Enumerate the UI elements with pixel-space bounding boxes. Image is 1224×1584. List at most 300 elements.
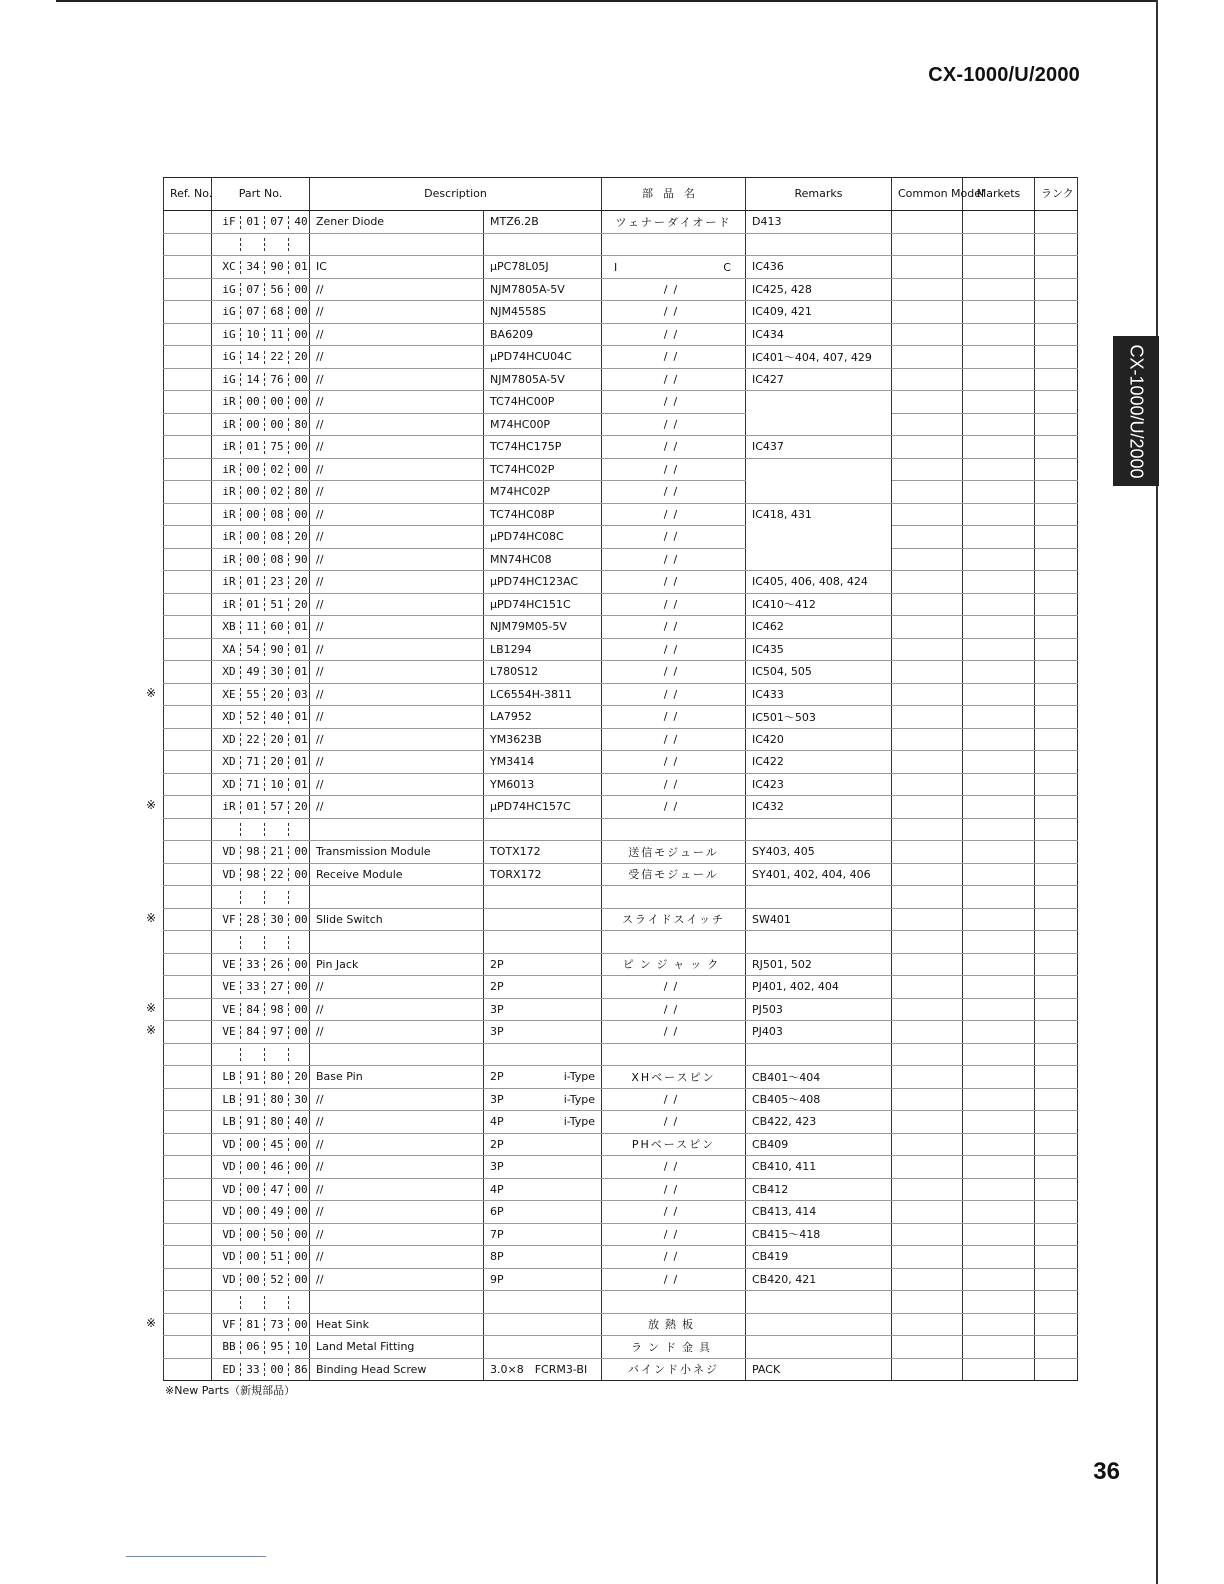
new-part-mark: ※ <box>146 798 157 812</box>
spec-value: 3P <box>490 1160 504 1174</box>
common-model-cell <box>892 278 963 301</box>
part-no-segment: 26 <box>270 957 284 971</box>
table-row <box>164 503 1078 526</box>
part-no-segment: 80 <box>270 1115 284 1128</box>
col-common-model: Common Model <box>892 178 963 211</box>
remarks-cell: CB413, 414 <box>746 1201 892 1224</box>
markets-cell <box>963 368 1035 391</box>
part-no-segment <box>242 1295 264 1308</box>
rank-cell <box>1035 1336 1078 1359</box>
model-title: CX-1000/U/2000 <box>928 64 1080 86</box>
markets-cell <box>963 728 1035 751</box>
part-no-segment: XD <box>222 755 236 768</box>
part-no-segment: 00 <box>246 417 260 431</box>
markets-cell <box>963 301 1035 324</box>
table-row <box>164 1111 1078 1134</box>
description-cell: // <box>310 1111 484 1134</box>
table-row <box>164 1156 1078 1179</box>
part-no-segment: 00 <box>294 1205 308 1218</box>
spec-cell <box>484 796 602 819</box>
part-no-segment: 68 <box>270 305 284 318</box>
part-no-segment: XD <box>222 777 236 791</box>
spec-value: NJM7805A-5V <box>490 372 565 386</box>
ref-no-cell <box>164 1246 212 1269</box>
part-no-segment: 00 <box>246 507 260 521</box>
ref-no-cell <box>164 278 212 301</box>
markets-cell <box>963 458 1035 481</box>
remarks-cell <box>746 526 892 549</box>
spec-value: LA7952 <box>490 710 532 724</box>
part-no-segment: 20 <box>294 800 308 813</box>
common-model-cell <box>892 976 963 999</box>
common-model-cell <box>892 931 963 954</box>
part-no-cell <box>212 1291 310 1314</box>
part-no-segment: ED <box>222 1362 236 1376</box>
japanese-name-cell <box>602 1291 746 1314</box>
part-no-segment: 55 <box>246 687 260 701</box>
part-no-cell <box>212 638 310 661</box>
common-model-cell <box>892 796 963 819</box>
part-no-segment: 98 <box>246 867 260 881</box>
part-no-segment: 46 <box>270 1160 284 1173</box>
part-no-segment: 57 <box>270 800 284 813</box>
description-cell: // <box>310 301 484 324</box>
spec-cell <box>484 436 602 459</box>
part-no-segment: 95 <box>270 1340 284 1353</box>
spec-value: 3P <box>490 1092 504 1106</box>
spec-cell <box>484 211 602 234</box>
japanese-name-cell: // <box>602 301 746 324</box>
part-no-segment: 00 <box>294 980 308 993</box>
table-row <box>164 886 1078 909</box>
part-no-cell <box>212 278 310 301</box>
part-no-cell <box>212 998 310 1021</box>
rank-cell <box>1035 503 1078 526</box>
rank-cell <box>1035 391 1078 414</box>
part-no-segment <box>290 1295 312 1308</box>
description-cell: // <box>310 548 484 571</box>
common-model-cell <box>892 1043 963 1066</box>
rank-cell <box>1035 908 1078 931</box>
part-no-segment: 91 <box>246 1070 260 1083</box>
ref-no-cell <box>164 1043 212 1066</box>
table-row <box>164 863 1078 886</box>
markets-cell <box>963 1178 1035 1201</box>
remarks-cell: PJ403 <box>746 1021 892 1044</box>
part-no-segment: 00 <box>246 1137 260 1151</box>
common-model-cell <box>892 211 963 234</box>
spec-value: μPD74HC123AC <box>490 575 579 589</box>
common-model-cell <box>892 638 963 661</box>
ref-no-cell <box>164 481 212 504</box>
spec-value: YM3623B <box>490 732 542 746</box>
japanese-name-cell: // <box>602 458 746 481</box>
common-model-cell <box>892 706 963 729</box>
part-no-segment <box>218 823 240 836</box>
spec-value: LC6554H-3811 <box>490 687 573 701</box>
part-no-cell <box>212 1268 310 1291</box>
part-no-segment <box>290 823 312 836</box>
spec-cell <box>484 1043 602 1066</box>
part-no-segment: iR <box>222 485 236 498</box>
part-no-segment: 56 <box>270 282 284 296</box>
rank-cell <box>1035 1156 1078 1179</box>
table-row <box>164 233 1078 256</box>
part-no-segment: 01 <box>246 800 260 813</box>
remarks-cell: IC501～503 <box>746 706 892 729</box>
spec-value: μPD74HCU04C <box>490 350 572 364</box>
part-no-cell <box>212 818 310 841</box>
table-row <box>164 818 1078 841</box>
part-no-segment: iR <box>222 440 236 453</box>
spec-cell <box>484 728 602 751</box>
rank-cell <box>1035 841 1078 864</box>
markets-cell <box>963 908 1035 931</box>
markets-cell <box>963 1268 1035 1291</box>
spec-cell <box>484 323 602 346</box>
rank-cell <box>1035 481 1078 504</box>
part-no-segment: XD <box>222 710 236 723</box>
spec-cell <box>484 368 602 391</box>
part-no-segment: VD <box>222 867 236 881</box>
part-no-cell <box>212 413 310 436</box>
japanese-name-cell: // <box>602 391 746 414</box>
spec-value: NJM4558S <box>490 305 546 319</box>
japanese-name-cell: // <box>602 1111 746 1134</box>
part-no-segment <box>242 1048 264 1061</box>
part-no-segment: VD <box>222 845 236 858</box>
part-no-segment: iG <box>222 372 236 386</box>
spec-value: YM6013 <box>490 777 535 791</box>
common-model-cell <box>892 458 963 481</box>
description-cell: // <box>310 773 484 796</box>
spec-cell <box>484 346 602 369</box>
spec-value: TC74HC02P <box>490 462 555 476</box>
table-row <box>164 481 1078 504</box>
ref-no-cell <box>164 368 212 391</box>
part-no-segment: 33 <box>246 980 260 993</box>
part-no-segment: 10 <box>294 1340 308 1353</box>
rank-cell <box>1035 661 1078 684</box>
part-no-segment: 00 <box>294 507 308 521</box>
spec-cell <box>484 953 602 976</box>
spec-value: TOTX172 <box>490 845 541 859</box>
ref-no-cell <box>164 526 212 549</box>
japanese-name-cell: // <box>602 593 746 616</box>
part-no-cell <box>212 908 310 931</box>
japanese-name-cell: // <box>602 571 746 594</box>
part-no-segment: 14 <box>246 350 260 363</box>
common-model-cell <box>892 301 963 324</box>
japanese-name-cell: // <box>602 683 746 706</box>
japanese-name-cell: // <box>602 413 746 436</box>
spec-cell <box>484 841 602 864</box>
spec-value: 2P <box>490 1070 504 1084</box>
remarks-cell <box>746 886 892 909</box>
markets-cell <box>963 863 1035 886</box>
rank-cell <box>1035 751 1078 774</box>
description-cell: // <box>310 368 484 391</box>
table-row <box>164 706 1078 729</box>
part-no-segment <box>242 823 264 836</box>
part-no-segment: iR <box>222 507 236 521</box>
spec-value: MN74HC08 <box>490 552 552 566</box>
ref-no-cell <box>164 976 212 999</box>
spec-value: MTZ6.2B <box>490 215 539 229</box>
description-cell: // <box>310 616 484 639</box>
markets-cell <box>963 1156 1035 1179</box>
description-cell: // <box>310 998 484 1021</box>
part-no-segment: 30 <box>270 912 284 926</box>
part-no-segment <box>266 935 288 948</box>
table-row <box>164 953 1078 976</box>
markets-cell <box>963 1223 1035 1246</box>
table-row <box>164 1066 1078 1089</box>
markets-cell <box>963 841 1035 864</box>
part-no-segment: 71 <box>246 755 260 768</box>
part-no-segment: 90 <box>294 552 308 566</box>
spec-cell <box>484 886 602 909</box>
japanese-name-cell: // <box>602 278 746 301</box>
remarks-cell <box>746 1313 892 1336</box>
remarks-cell: PACK <box>746 1358 892 1381</box>
description-cell: // <box>310 346 484 369</box>
part-no-cell <box>212 1358 310 1381</box>
rank-cell <box>1035 1358 1078 1381</box>
part-no-segment: iR <box>222 395 236 408</box>
part-no-segment <box>266 1048 288 1061</box>
markets-cell <box>963 436 1035 459</box>
spec-value: 8P <box>490 1250 504 1264</box>
spec-cell <box>484 1111 602 1134</box>
ref-no-cell <box>164 638 212 661</box>
part-no-segment: 40 <box>294 215 308 228</box>
rank-cell <box>1035 616 1078 639</box>
remarks-cell <box>746 458 892 481</box>
part-no-segment: 33 <box>246 1362 260 1376</box>
common-model-cell <box>892 368 963 391</box>
rank-cell <box>1035 323 1078 346</box>
markets-cell <box>963 503 1035 526</box>
remarks-cell <box>746 931 892 954</box>
ref-no-cell <box>164 1156 212 1179</box>
part-no-cell <box>212 886 310 909</box>
part-no-cell <box>212 458 310 481</box>
description-cell <box>310 1043 484 1066</box>
part-no-segment: 00 <box>246 1227 260 1241</box>
part-no-segment: iR <box>222 530 236 543</box>
spec-value: TC74HC175P <box>490 440 562 454</box>
part-no-segment: 14 <box>246 372 260 386</box>
part-no-segment: 01 <box>246 440 260 453</box>
part-no-segment <box>218 935 240 948</box>
common-model-cell <box>892 998 963 1021</box>
spec-cell <box>484 706 602 729</box>
description-cell <box>310 931 484 954</box>
ref-no-cell <box>164 503 212 526</box>
side-tab-label: CX-1000/U/2000 <box>1126 343 1147 479</box>
spec-cell <box>484 571 602 594</box>
rank-cell <box>1035 1111 1078 1134</box>
spec-value: M74HC00P <box>490 417 551 431</box>
spec-cell <box>484 503 602 526</box>
spec-cell <box>484 1066 602 1089</box>
spec-value: 2P <box>490 957 504 971</box>
ref-no-cell <box>164 886 212 909</box>
rank-cell <box>1035 638 1078 661</box>
part-no-cell <box>212 863 310 886</box>
spec-value: M74HC02P <box>490 485 551 499</box>
part-no-segment: iR <box>222 597 236 611</box>
ref-no-cell <box>164 661 212 684</box>
remarks-cell <box>746 391 892 414</box>
common-model-cell <box>892 1066 963 1089</box>
japanese-name-cell <box>602 818 746 841</box>
japanese-name-cell: // <box>602 1178 746 1201</box>
markets-cell <box>963 211 1035 234</box>
rank-cell <box>1035 548 1078 571</box>
part-no-segment: XC <box>222 260 236 273</box>
part-no-cell <box>212 1246 310 1269</box>
table-row <box>164 1313 1078 1336</box>
japanese-name-cell: // <box>602 773 746 796</box>
japanese-name-cell: // <box>602 796 746 819</box>
part-no-segment: 30 <box>294 1092 308 1106</box>
part-no-segment <box>242 935 264 948</box>
part-no-cell <box>212 256 310 279</box>
common-model-cell <box>892 1156 963 1179</box>
japanese-name-cell: 受信モジュール <box>602 863 746 886</box>
part-no-cell <box>212 1111 310 1134</box>
part-no-segment: XD <box>222 732 236 746</box>
part-no-segment: VD <box>222 1250 236 1263</box>
table-row <box>164 751 1078 774</box>
description-cell: // <box>310 1133 484 1156</box>
part-no-segment: 84 <box>246 1025 260 1038</box>
markets-cell <box>963 796 1035 819</box>
part-no-segment: 71 <box>246 777 260 791</box>
part-no-segment: XB <box>222 620 236 633</box>
part-no-segment: 07 <box>246 282 260 296</box>
spec-value: 3P <box>490 1002 504 1016</box>
common-model-cell <box>892 953 963 976</box>
japanese-name-cell: スライドスイッチ <box>602 908 746 931</box>
type-tag: i-Type <box>563 1115 595 1128</box>
japanese-name-cell <box>602 1043 746 1066</box>
part-no-segment: 51 <box>270 597 284 611</box>
table-row <box>164 278 1078 301</box>
part-no-cell <box>212 976 310 999</box>
part-no-cell <box>212 1156 310 1179</box>
japanese-name-cell: // <box>602 706 746 729</box>
part-no-cell <box>212 211 310 234</box>
table-row <box>164 256 1078 279</box>
common-model-cell <box>892 728 963 751</box>
ref-no-cell <box>146 908 212 931</box>
spec-cell <box>484 976 602 999</box>
ref-no-cell <box>164 953 212 976</box>
ref-no-cell <box>164 863 212 886</box>
part-no-segment: 73 <box>270 1317 284 1331</box>
col-markets: Markets <box>963 178 1035 211</box>
spec-cell <box>484 1246 602 1269</box>
table-row <box>164 998 1078 1021</box>
japanese-name-cell: // <box>602 728 746 751</box>
remarks-cell: PJ503 <box>746 998 892 1021</box>
rank-cell <box>1035 1268 1078 1291</box>
rank-cell <box>1035 1223 1078 1246</box>
common-model-cell <box>892 256 963 279</box>
part-no-segment: 06 <box>246 1340 260 1353</box>
part-no-segment: 00 <box>294 1002 308 1016</box>
part-no-segment: 02 <box>270 462 284 476</box>
part-no-segment: 01 <box>294 732 308 746</box>
part-no-cell <box>212 953 310 976</box>
description-cell: // <box>310 1156 484 1179</box>
ref-no-cell <box>146 1021 212 1044</box>
rank-cell <box>1035 1201 1078 1224</box>
table-row <box>164 458 1078 481</box>
ref-no-cell <box>164 1291 212 1314</box>
remarks-cell: IC418, 431 <box>746 503 892 526</box>
japanese-name-cell: 放熱板 <box>602 1313 746 1336</box>
markets-cell <box>963 278 1035 301</box>
ref-no-cell <box>164 1268 212 1291</box>
markets-cell <box>963 1336 1035 1359</box>
part-no-segment: 00 <box>294 1317 308 1331</box>
col-remarks: Remarks <box>746 178 892 211</box>
spec-cell <box>484 413 602 436</box>
part-no-segment: 20 <box>294 1070 308 1083</box>
description-cell: Slide Switch <box>310 908 484 931</box>
japanese-name-cell: 送信モジュール <box>602 841 746 864</box>
part-no-segment: VF <box>222 912 236 926</box>
part-no-segment: 20 <box>294 530 308 543</box>
remarks-cell: SY401, 402, 404, 406 <box>746 863 892 886</box>
spec-cell <box>484 278 602 301</box>
rank-cell <box>1035 278 1078 301</box>
ref-no-cell <box>146 683 212 706</box>
common-model-cell <box>892 233 963 256</box>
remarks-cell <box>746 1043 892 1066</box>
markets-cell <box>963 346 1035 369</box>
ref-no-cell <box>164 346 212 369</box>
rank-cell <box>1035 1066 1078 1089</box>
rank-cell <box>1035 976 1078 999</box>
part-no-segment: 20 <box>270 687 284 701</box>
rank-cell <box>1035 818 1078 841</box>
remarks-cell: IC405, 406, 408, 424 <box>746 571 892 594</box>
part-no-cell <box>212 1336 310 1359</box>
new-part-mark: ※ <box>146 910 157 925</box>
ref-no-cell <box>164 256 212 279</box>
part-no-segment: XE <box>222 687 236 701</box>
rank-cell <box>1035 706 1078 729</box>
ref-no-cell <box>164 1201 212 1224</box>
description-cell: // <box>310 323 484 346</box>
part-no-segment: 01 <box>294 710 308 723</box>
spec-value: 2P <box>490 1137 504 1151</box>
japanese-name-cell <box>602 931 746 954</box>
common-model-cell <box>892 323 963 346</box>
spec-cell <box>484 818 602 841</box>
side-tab <box>1113 336 1159 486</box>
ref-no-cell <box>164 1066 212 1089</box>
common-model-cell <box>892 593 963 616</box>
part-no-cell <box>212 616 310 639</box>
japanese-name-cell: ランド金具 <box>602 1336 746 1359</box>
part-no-segment: VD <box>222 1160 236 1173</box>
